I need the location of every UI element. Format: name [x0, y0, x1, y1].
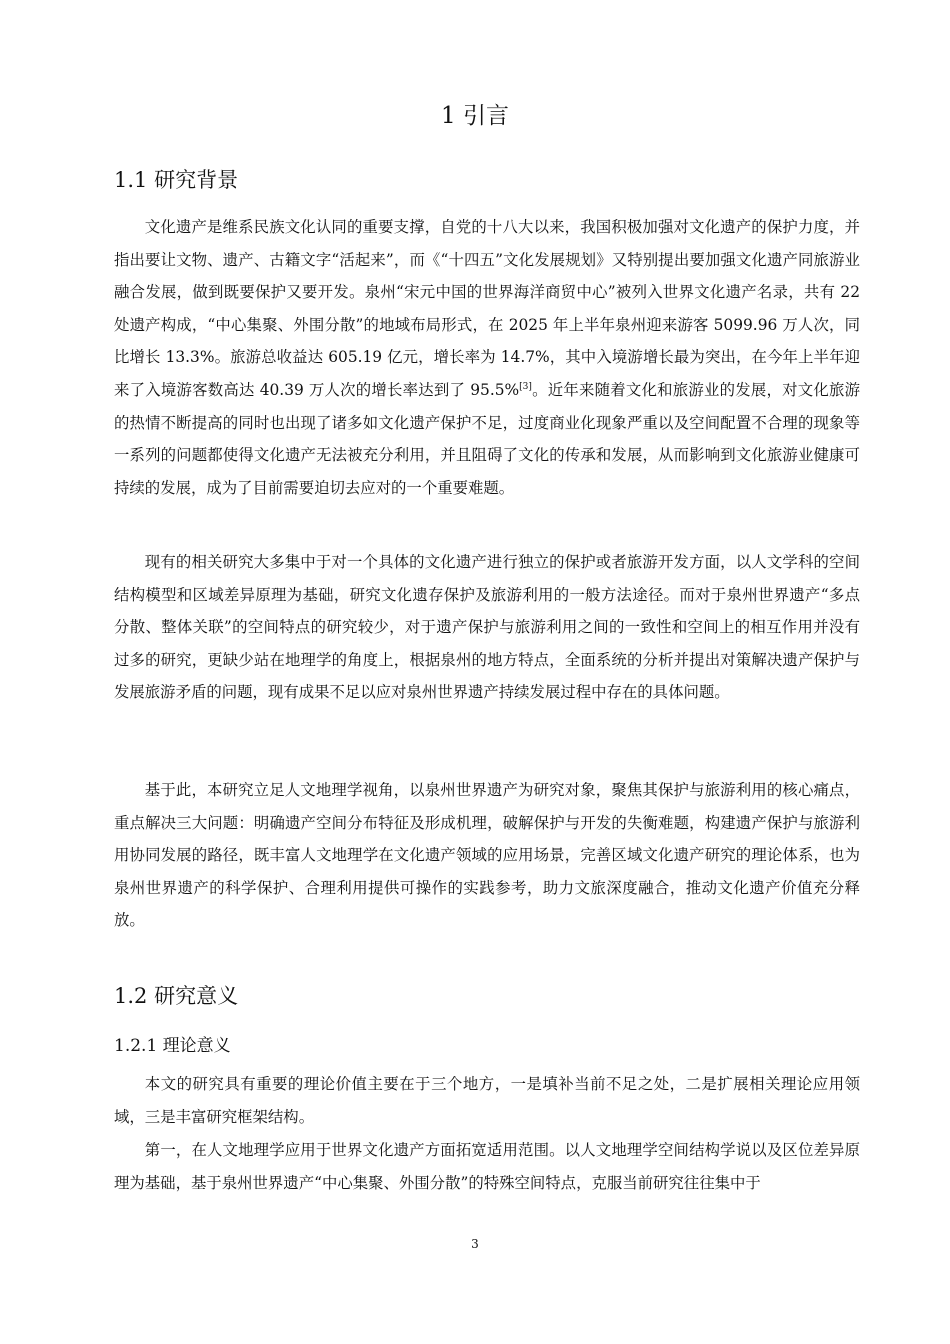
paragraph-background-2: 现有的相关研究大多集中于对一个具体的文化遗产进行独立的保护或者旅游开发方面，以人文学科的空间结构模型和区域差异原理为基础，研究文化遗存保护及旅游利用的一般方法途径。而对于泉州世界遗产“多点分散、整体关联”的空间特点的研究较少，对于遗产保护与旅游利用之间的一致性和空间上的相互作用并没有过多的研究，更缺少站在地理学的角度上，根据泉州的地方特点，全面系统的分析并提出对策解决遗产保护与发展旅游矛盾的问题，现有成果不足以应对泉州世界遗产持续发展过程中存在的具体问题。	[114, 553, 860, 702]
chapter-title: 1 引言	[441, 103, 509, 129]
paragraph-text-continued: 。近年来随着文化和旅游业的发展，对文化旅游的热情不断提高的同时也出现了诸多如文化遗产保护不足，过度商业化现象严重以及空间配置不合理的现象等一系列的问题都使得文化遗产无法被充分利用，并且阻碍了文化的传承和发展，从而影响到文化旅游业健康可持续的发展，成为了目前需要迫切去应对的一个重要难题。	[114, 380, 860, 497]
paragraph-theory-2: 第一，在人文地理学应用于世界文化遗产方面拓宽适用范围。以人文地理学空间结构学说以及区位差异原理为基础，基于泉州世界遗产“中心集聚、外围分散”的特殊空间特点，克服当前研究往往集中于	[114, 1141, 860, 1192]
paragraph-background-3: 基于此，本研究立足人文地理学视角，以泉州世界遗产为研究对象，聚焦其保护与旅游利用的核心痛点，重点解决三大问题：明确遗产空间分布特征及形成机理，破解保护与开发的失衡难题，构建遗产保护与旅游利用协同发展的路径，既丰富人文地理学在文化遗产领域的应用场景，完善区域文化遗产研究的理论体系，也为泉州世界遗产的科学保护、合理利用提供可操作的实践参考，助力文旅深度融合，推动文化遗产价值充分释放。	[114, 781, 860, 930]
paragraph-background-1	[114, 211, 860, 537]
section-title-background: 1.1 研究背景	[114, 168, 239, 192]
paragraph-theory-1: 本文的研究具有重要的理论价值主要在于三个地方，一是填补当前不足之处，二是扩展相关理论应用领域，三是丰富研究框架结构。	[114, 1075, 860, 1126]
subsection-title-theory: 1.2.1 理论意义	[114, 1036, 231, 1056]
citation-mark: [3]	[519, 381, 532, 392]
paragraph-text: 文化遗产是维系民族文化认同的重要支撑，自党的十八大以来，我国积极加强对文化遗产的保护力度，并指出要让文物、遗产、古籍文字“活起来”，而《“十四五”文化发展规划》又特别提出要加强文化遗产同旅游业融合发展，做到既要保护又要开发。泉州“宋元中国的世界海洋商贸中心”被列入世界文化遗产名录，共有 22 处遗产构成，“中心集聚、外围分散”的地域布局形式，在 2025 年上半年泉州迎来游客 5099.96 万人次，同比增长 13.3%。旅游总收益达 605.19 亿元，增长率为 14.7%，其中入境游增长最为突出，在今年上半年迎来了入境游客数高达 40.39 万人次的增长率达到了 95.5%	[114, 218, 860, 399]
section-title-significance: 1.2 研究意义	[114, 984, 239, 1008]
page-number: 3	[471, 1237, 479, 1251]
